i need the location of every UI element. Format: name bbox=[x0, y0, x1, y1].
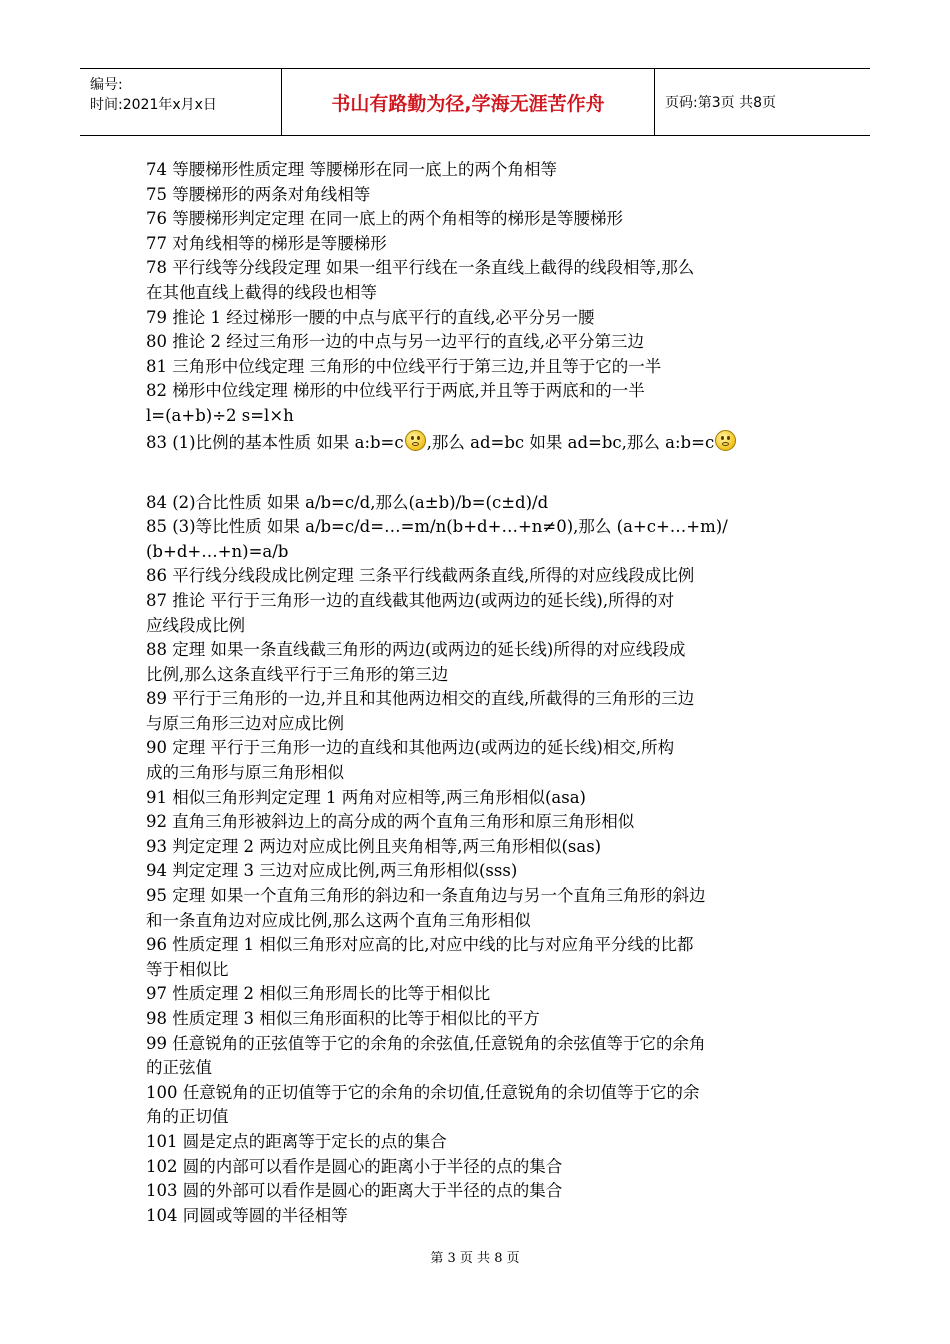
text-line: 92 直角三角形被斜边上的高分成的两个直角三角形和原三角形相似 bbox=[146, 812, 635, 832]
text-line: 89 平行于三角形的一边,并且和其他两边相交的直线,所截得的三角形的三边 bbox=[146, 689, 695, 709]
text-line: 77 对角线相等的梯形是等腰梯形 bbox=[146, 233, 387, 253]
text-line: 93 判定定理 2 两边对应成比例且夹角相等,两三角形相似(sas) bbox=[146, 836, 602, 856]
text-line: 84 (2)合比性质 如果 a/b=c/d,那么(a±b)/b=(c±d)/d bbox=[146, 492, 549, 512]
text-line: 82 梯形中位线定理 梯形的中位线平行于两底,并且等于两底和的一半 bbox=[146, 381, 645, 401]
text-line: 95 定理 如果一个直角三角形的斜边和一条直角边与另一个直角三角形的斜边 bbox=[146, 886, 706, 906]
text-line: 78 平行线等分线段定理 如果一组平行线在一条直线上截得的线段相等,那么 bbox=[146, 258, 695, 278]
text-line: 74 等腰梯形性质定理 等腰梯形在同一底上的两个角相等 bbox=[146, 160, 557, 179]
text-line: 98 性质定理 3 相似三角形面积的比等于相似比的平方 bbox=[146, 1009, 540, 1028]
text-line: 角的正切值 bbox=[146, 1107, 229, 1127]
header-meta bbox=[80, 69, 282, 135]
text-line: 97 性质定理 2 相似三角形周长的比等于相似比 bbox=[146, 984, 491, 1004]
text-line-83 bbox=[146, 429, 814, 461]
text-line: 与原三角形三边对应成比例 bbox=[146, 713, 344, 733]
text-line: 88 定理 如果一条直线截三角形的两边(或两边的延长线)所得的对应线段成 bbox=[146, 640, 686, 660]
smiley-emoji-icon bbox=[405, 430, 426, 451]
document-number-label: 编号: bbox=[90, 77, 123, 93]
text-line: 104 同圆或等圆的半径相等 bbox=[146, 1205, 348, 1225]
page-footer: 第 3 页 共 8 页 bbox=[430, 1251, 520, 1266]
header-motto: 书山有路勤为径,学海无涯苦作舟 bbox=[282, 69, 655, 135]
text-line: 76 等腰梯形判定定理 在同一底上的两个角相等的梯形是等腰梯形 bbox=[146, 209, 623, 229]
text-line-83-part2: ,那么 ad=bc 如果 ad=bc,那么 a:b=c bbox=[426, 432, 715, 452]
text-line: 等于相似比 bbox=[146, 959, 229, 979]
text-line: 101 圆是定点的距离等于定长的点的集合 bbox=[146, 1131, 447, 1151]
text-line: 81 三角形中位线定理 三角形的中位线平行于第三边,并且等于它的一半 bbox=[146, 356, 662, 376]
text-line: 75 等腰梯形的两条对角线相等 bbox=[146, 184, 371, 204]
document-body bbox=[146, 158, 814, 1228]
text-line: l=(a+b)÷2 s=l×h bbox=[146, 405, 294, 425]
text-line: 的正弦值 bbox=[146, 1058, 212, 1078]
text-line: 比例,那么这条直线平行于三角形的第三边 bbox=[146, 664, 449, 684]
text-line: 103 圆的外部可以看作是圆心的距离大于半径的点的集合 bbox=[146, 1181, 563, 1201]
text-line: 87 推论 平行于三角形一边的直线截其他两边(或两边的延长线),所得的对 bbox=[146, 590, 675, 610]
text-line: 99 任意锐角的正弦值等于它的余角的余弦值,任意锐角的余弦值等于它的余角 bbox=[146, 1033, 706, 1053]
header-page-info: 页码:第3页 共8页 bbox=[665, 95, 776, 111]
text-line-83-part1: 83 (1)比例的基本性质 如果 a:b=c bbox=[146, 432, 404, 452]
text-line: 96 性质定理 1 相似三角形对应高的比,对应中线的比与对应角平分线的比都 bbox=[146, 935, 694, 955]
text-line: 86 平行线分线段成比例定理 三条平行线截两条直线,所得的对应线段成比例 bbox=[146, 566, 695, 586]
document-time: 时间:2021年x月x日 bbox=[90, 97, 217, 113]
text-line: 90 定理 平行于三角形一边的直线和其他两边(或两边的延长线)相交,所构 bbox=[146, 738, 675, 758]
text-line: 应线段成比例 bbox=[146, 615, 245, 635]
text-line: 85 (3)等比性质 如果 a/b=c/d=…=m/n(b+d+…+n≠0),那么 (a+c+…+m)/ bbox=[146, 517, 728, 537]
blank-line bbox=[146, 461, 814, 491]
text-line: 100 任意锐角的正切值等于它的余角的余切值,任意锐角的余切值等于它的余 bbox=[146, 1082, 700, 1102]
text-line: 80 推论 2 经过三角形一边的中点与另一边平行的直线,必平分第三边 bbox=[146, 332, 644, 352]
text-line: 在其他直线上截得的线段也相等 bbox=[146, 282, 377, 302]
text-line: 102 圆的内部可以看作是圆心的距离小于半径的点的集合 bbox=[146, 1156, 563, 1176]
text-line: 成的三角形与原三角形相似 bbox=[146, 763, 344, 783]
page-header bbox=[80, 68, 870, 136]
text-line: 和一条直角边对应成比例,那么这两个直角三角形相似 bbox=[146, 910, 531, 930]
text-line: 91 相似三角形判定定理 1 两角对应相等,两三角形相似(asa) bbox=[146, 787, 586, 807]
text-line: (b+d+…+n)=a/b bbox=[146, 541, 289, 561]
text-line: 79 推论 1 经过梯形一腰的中点与底平行的直线,必平分另一腰 bbox=[146, 307, 595, 327]
text-line: 94 判定定理 3 三边对应成比例,两三角形相似(sss) bbox=[146, 861, 518, 881]
smiley-emoji-icon bbox=[715, 430, 736, 451]
